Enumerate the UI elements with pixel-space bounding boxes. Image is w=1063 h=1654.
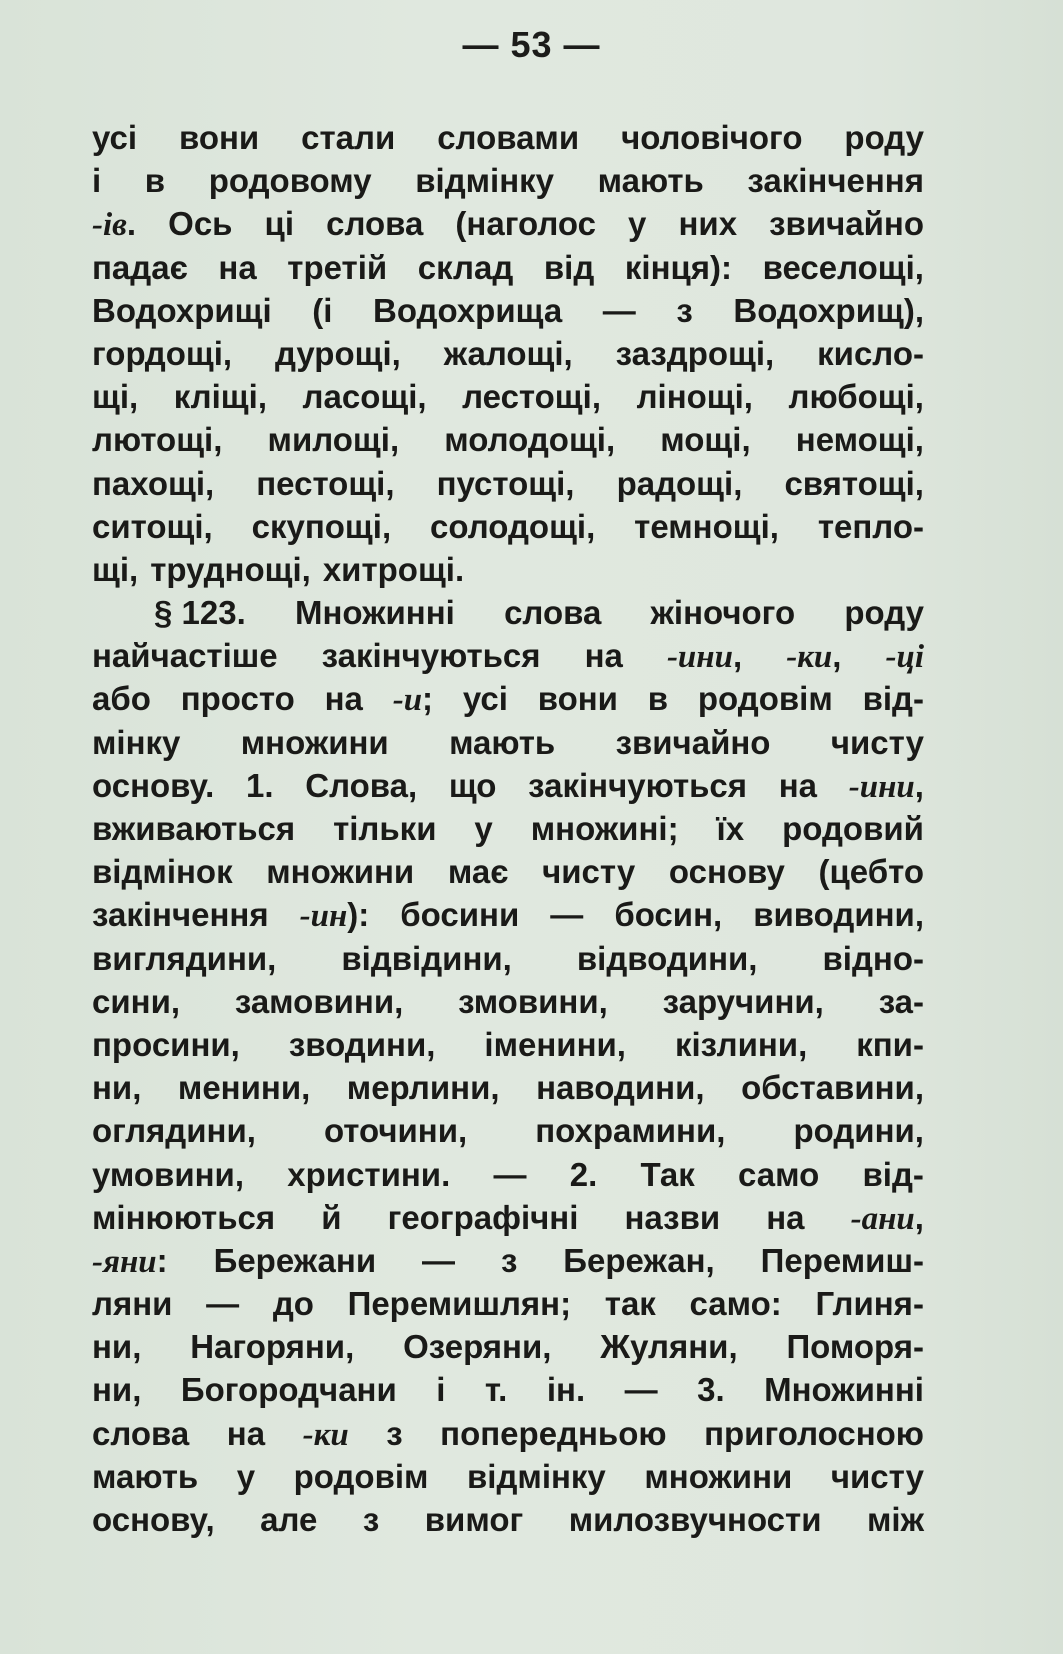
word: відвідини, [341, 939, 512, 977]
word: Поморя- [786, 1328, 924, 1366]
word: на [778, 766, 818, 804]
word: труднощі, [150, 550, 311, 588]
text-line [92, 1153, 924, 1196]
word: заздрощі, [615, 334, 775, 372]
word: відмінку [415, 162, 555, 200]
word: 2. [569, 1155, 598, 1193]
word: скупощі, [251, 507, 392, 545]
word: мінку [92, 723, 181, 761]
word: множини [644, 1457, 793, 1495]
word: виводини, [753, 896, 924, 934]
word: немощі, [795, 421, 924, 459]
word: усі [92, 119, 138, 156]
word: босини [400, 896, 520, 934]
word: Бережани [213, 1241, 377, 1279]
word: з [676, 291, 693, 329]
word: ін. [546, 1371, 586, 1409]
word: тільки [333, 810, 437, 847]
word: — [493, 1155, 527, 1193]
word: мощі, [660, 421, 751, 459]
word: § 123. [154, 594, 246, 632]
word: Ось [168, 205, 233, 243]
word: Множинні [294, 594, 455, 632]
word: ці [264, 205, 295, 243]
word: приголосною [704, 1414, 924, 1452]
text-line [92, 677, 924, 720]
word: вживаються [92, 810, 296, 847]
word: щі, [92, 378, 139, 416]
word: у [628, 205, 647, 243]
word: вимог [424, 1501, 524, 1538]
word: падає [92, 248, 188, 286]
word: кінця): [624, 248, 733, 286]
word: і [92, 162, 102, 200]
word: закінчення [747, 162, 924, 200]
text-line [92, 850, 924, 893]
word: основу. [92, 766, 215, 804]
word: само: [689, 1285, 782, 1323]
word: пахощі, [92, 464, 215, 502]
word: між [866, 1501, 924, 1538]
word: Богородчани [180, 1371, 397, 1409]
word: щі, [92, 550, 139, 588]
word: з [386, 1414, 403, 1452]
word: склад [417, 248, 514, 286]
word: -ини, [848, 766, 924, 805]
word: основу, [92, 1501, 215, 1538]
word: їх [716, 810, 745, 847]
word: множини [266, 853, 415, 891]
word: замовини, [234, 982, 404, 1020]
word: Глиня- [815, 1285, 924, 1323]
word: Перемишлян; [347, 1285, 572, 1323]
word: найчастіше [92, 637, 278, 675]
word: милощі, [267, 421, 400, 459]
word: за- [878, 982, 924, 1020]
word: чисту [830, 1457, 924, 1495]
word: радощі, [616, 464, 743, 502]
word: ни, [92, 1371, 142, 1409]
text-line [92, 548, 924, 591]
word: або [92, 680, 151, 718]
word: на [218, 248, 257, 286]
word: мають [597, 162, 704, 200]
word: на [324, 680, 363, 718]
word: вони [537, 680, 618, 718]
word: сини, [92, 982, 181, 1020]
word: просто [180, 680, 295, 718]
text-line [92, 634, 924, 677]
word: мерлини, [346, 1069, 500, 1107]
word: закінчуються [528, 766, 748, 804]
word: кпи- [856, 1025, 924, 1063]
word: Водохрищі [92, 291, 272, 329]
word: до [272, 1285, 314, 1323]
word: Водохрищ), [733, 291, 924, 329]
word: просини, [92, 1025, 240, 1063]
word: закінчуються [321, 637, 541, 675]
word: Озеряни, [403, 1328, 552, 1366]
word: відмінку [467, 1457, 606, 1495]
word: -и; [392, 680, 434, 719]
text-line [92, 1239, 924, 1282]
word: зводини, [288, 1025, 436, 1063]
word: має [447, 853, 509, 891]
word: солодощі, [430, 507, 596, 545]
word: так [604, 1285, 656, 1323]
word: (наголос [455, 205, 596, 243]
word: -яни: [92, 1241, 168, 1280]
text-line [92, 721, 924, 764]
word: роду [844, 119, 924, 156]
text-line [92, 332, 924, 375]
word: жіночого [650, 594, 796, 632]
word: оглядини, [92, 1112, 256, 1150]
word: похрамини, [535, 1112, 726, 1150]
word: тепло- [817, 507, 924, 545]
word: виглядини, [92, 939, 277, 977]
text-line [92, 505, 924, 548]
word: лінощі, [636, 378, 753, 416]
text-line [92, 116, 924, 159]
word: них [678, 205, 738, 243]
word: заручини, [662, 982, 824, 1020]
word: Так [640, 1155, 695, 1193]
text-line [92, 1455, 924, 1498]
word: словами [437, 119, 580, 156]
word: закінчення [92, 896, 269, 934]
word: лестощі, [462, 378, 601, 416]
word: відно- [822, 939, 924, 977]
word: Множинні [764, 1371, 924, 1409]
text-line [92, 1368, 924, 1411]
text-line [92, 1066, 924, 1109]
word: кліщі, [173, 378, 267, 416]
word: хитрощі. [322, 550, 465, 588]
word: ляни [92, 1285, 173, 1323]
text-line [92, 591, 924, 634]
word: (і [312, 291, 333, 329]
word: на [226, 1414, 266, 1452]
word: звичайно [615, 723, 771, 761]
page-number: — 53 — [462, 24, 601, 65]
word: множині; [530, 810, 679, 847]
word: слова [326, 205, 424, 243]
word: кізлини, [674, 1025, 808, 1063]
word: на [584, 637, 623, 675]
body-text [92, 116, 924, 1541]
word: на [766, 1198, 805, 1236]
word: мають [449, 723, 556, 761]
word: святощі, [784, 464, 924, 502]
text-line [92, 1325, 924, 1368]
word: -ів. [92, 205, 137, 244]
word: третій [287, 248, 388, 286]
word: відмінок [92, 853, 233, 891]
word: — [206, 1285, 240, 1323]
word: що [448, 766, 497, 804]
word: родовім [697, 680, 833, 718]
word: босин, [614, 896, 723, 934]
text-line [92, 764, 924, 807]
text-line [92, 159, 924, 202]
text-line [92, 1498, 924, 1541]
word: чисту [830, 723, 924, 761]
word: з [500, 1241, 518, 1279]
word: молодощі, [444, 421, 616, 459]
word: любощі, [788, 378, 924, 416]
word: милозвучности [568, 1501, 822, 1538]
text-line [92, 937, 924, 980]
word: -ани, [850, 1198, 924, 1237]
word: але [260, 1501, 318, 1538]
word: родовому [208, 162, 372, 200]
text-line [92, 202, 924, 245]
word: -ки, [786, 637, 842, 676]
word: -ини, [666, 637, 743, 676]
word: менини, [177, 1069, 311, 1107]
text-line [92, 980, 924, 1023]
word: жалощі, [443, 334, 573, 372]
word: 1. [245, 766, 274, 804]
word: чоловічого [621, 119, 803, 156]
word: основу [668, 853, 785, 891]
word: родовий [782, 810, 924, 847]
word: множини [240, 723, 389, 761]
word: — [602, 291, 636, 329]
word: -ки [302, 1416, 349, 1453]
word: оточини, [323, 1112, 468, 1150]
word: — [550, 896, 584, 934]
word: 3. [697, 1371, 725, 1409]
word: пустощі, [436, 464, 575, 502]
word: пестощі, [256, 464, 395, 502]
word: від- [862, 1155, 924, 1193]
word: Жуляни, [600, 1328, 738, 1366]
word: у [474, 810, 493, 847]
text-line [92, 375, 924, 418]
word: усі [462, 680, 508, 718]
word: від [543, 248, 595, 286]
word: попередньою [440, 1414, 667, 1452]
word: дурощі, [275, 334, 401, 372]
word: ласощі, [302, 378, 427, 416]
word: умовини, [92, 1155, 245, 1193]
word: слова [504, 594, 602, 632]
word: від- [862, 680, 924, 718]
word: змовини, [458, 982, 608, 1020]
word: родини, [793, 1112, 924, 1150]
word: стали [301, 119, 396, 156]
word: т. [484, 1371, 508, 1409]
word: назви [624, 1198, 721, 1236]
word: гордощі, [92, 334, 233, 372]
word: — [422, 1241, 456, 1279]
word: ни, [92, 1328, 142, 1366]
text-line [92, 1196, 924, 1239]
word: родовім [293, 1457, 429, 1495]
word: Нагоряни, [190, 1328, 355, 1366]
text-line [92, 289, 924, 332]
word: відводини, [576, 939, 758, 977]
word: у [236, 1457, 256, 1495]
word: Слова, [305, 766, 418, 804]
word: географічні [387, 1198, 579, 1236]
word: ни, [92, 1069, 142, 1107]
word: кисло- [817, 334, 924, 372]
word: і [436, 1371, 446, 1409]
word: слова [92, 1414, 190, 1452]
word: з [362, 1501, 380, 1538]
word: (цебто [818, 853, 924, 891]
text-line [92, 1282, 924, 1325]
text-line [92, 807, 924, 850]
word: само [738, 1155, 820, 1193]
word: -ин): [299, 896, 370, 935]
text-line [92, 462, 924, 505]
word: Перемиш- [760, 1241, 924, 1279]
word: іменини, [484, 1025, 626, 1063]
word: лютощі, [92, 421, 223, 459]
word: — [624, 1371, 658, 1409]
word: в [647, 680, 669, 718]
word: вони [178, 119, 260, 156]
word: темнощі, [634, 507, 779, 545]
word: чисту [542, 853, 636, 891]
text-line [92, 246, 924, 289]
word: ситощі, [92, 507, 213, 545]
word: -ці [885, 639, 924, 676]
word: веселощі, [762, 248, 924, 286]
word: Водохрища [372, 291, 563, 329]
word: наводини, [536, 1069, 705, 1107]
text-line [92, 893, 924, 936]
word: обставини, [741, 1069, 924, 1107]
text-line [92, 1109, 924, 1152]
text-line [92, 1412, 924, 1455]
word: мають [92, 1457, 199, 1495]
word: мінюються [92, 1198, 276, 1236]
word: в [144, 162, 166, 200]
word: Бережан, [563, 1241, 715, 1279]
text-line [92, 418, 924, 461]
word: роду [844, 594, 924, 632]
word: й [321, 1198, 342, 1236]
word: звичайно [769, 205, 924, 243]
word: христини. [287, 1155, 451, 1193]
text-line [92, 1023, 924, 1066]
